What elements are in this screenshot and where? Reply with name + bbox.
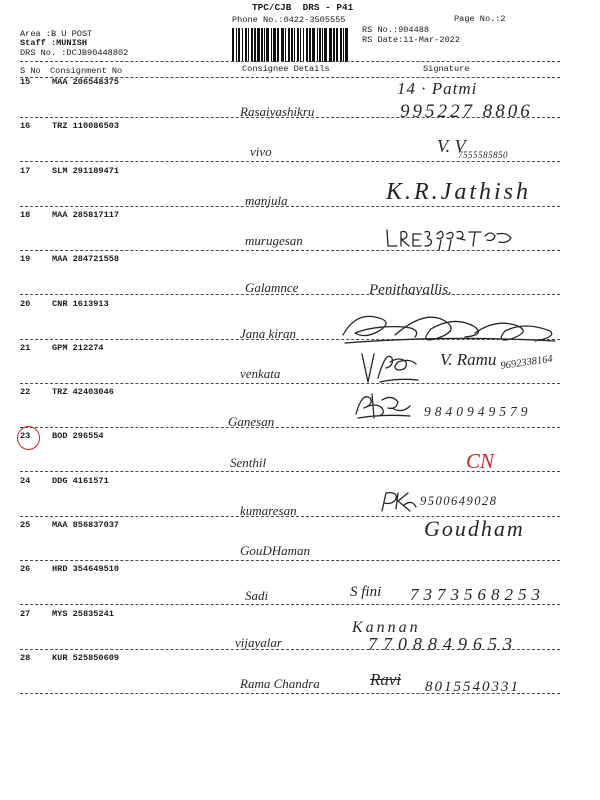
table-row: [0, 431, 600, 475]
signature-phone: 7373568253: [410, 585, 545, 604]
barcode-bar: [319, 28, 321, 62]
staff-label: Staff :MUNISH: [20, 38, 88, 48]
barcode-bar: [236, 28, 237, 62]
signature-stroke: [382, 493, 416, 511]
header-divider: [20, 61, 560, 62]
table-row: [0, 254, 600, 298]
consignment-number: TRZ 110086503: [52, 121, 120, 132]
signature-text: 14 · Patmi: [397, 79, 478, 98]
row-serial-number: 15: [20, 77, 31, 87]
row-serial-number: 27: [20, 608, 31, 619]
row-divider: [20, 294, 560, 295]
signature-mark: CN: [466, 449, 495, 473]
barcode-bar: [261, 28, 263, 62]
barcode-bar: [285, 28, 286, 62]
consignment-number: MYS 25835241: [52, 608, 114, 619]
barcode-bar: [300, 28, 301, 62]
signature-phone: 9500649028: [420, 494, 498, 508]
column-header-consignee: Consignee Details: [242, 64, 330, 74]
barcode-bar: [343, 28, 344, 62]
row-serial-number: 24: [20, 475, 31, 486]
consignee-name: Sadi: [245, 588, 269, 604]
barcode-bar: [266, 28, 269, 62]
barcode-bar: [309, 28, 311, 62]
signature-text: Kannan: [352, 619, 421, 636]
red-circle-mark: [17, 426, 40, 450]
barcode-bar: [273, 28, 276, 62]
table-row: [0, 121, 600, 165]
barcode-bar: [254, 28, 256, 62]
row-divider: [20, 427, 560, 428]
barcode-bar: [329, 28, 332, 62]
barcode-bar: [281, 28, 284, 62]
barcode-bar: [294, 28, 295, 62]
signature-text: V. Ramu: [440, 350, 497, 369]
consignee-name: vivo: [250, 144, 272, 160]
signature-phone: 995227 8806: [400, 101, 533, 122]
row-divider: [20, 161, 560, 162]
drs-number: DRS No. :DCJB90448802: [20, 48, 129, 58]
row-divider: [20, 560, 560, 561]
row-serial-number: 28: [20, 652, 31, 663]
barcode-bar: [232, 28, 234, 62]
consignee-name: Rasaiyashikru: [240, 104, 315, 119]
consignee-name: GouDHaman: [240, 543, 311, 558]
barcode: [232, 28, 352, 62]
phone-number: Phone No.:0422-3505555: [232, 15, 346, 25]
row-serial-number: 26: [20, 564, 31, 575]
row-divider: [20, 383, 560, 384]
signature-text: S fini: [350, 584, 382, 600]
barcode-bar: [242, 28, 243, 62]
signature-stroke: [387, 230, 511, 250]
barcode-bar: [245, 28, 247, 62]
column-header-signature: Signature: [423, 64, 470, 74]
barcode-bar: [345, 28, 348, 62]
row-serial-number: 25: [20, 520, 31, 530]
consignment-number: MAA 206548375: [52, 77, 120, 87]
barcode-bar: [251, 28, 253, 62]
barcode-bar: [333, 28, 335, 62]
consignment-number: GPM 212274: [52, 342, 104, 353]
barcode-bar: [324, 28, 327, 62]
drs-title: TPC/CJB DRS - P41: [252, 2, 354, 13]
consignee-name: Ganesan: [228, 414, 275, 430]
signature-phone: 9840949579: [424, 404, 532, 419]
barcode-bar: [297, 28, 299, 62]
signature-text: Penithavallis.: [369, 282, 452, 298]
row-serial-number: 16: [20, 121, 31, 132]
consignment-number: TRZ 42403046: [52, 387, 114, 398]
signature-scribble: [378, 489, 420, 515]
consignment-number: MAA 856837037: [52, 520, 120, 530]
row-serial-number: 21: [20, 342, 31, 353]
barcode-bar: [291, 28, 293, 62]
consignee-name: venkata: [240, 365, 281, 381]
consignee-name: Galamnce: [245, 280, 299, 296]
consignment-number: MAA 285817117: [52, 209, 120, 220]
signature-scribble: [335, 305, 560, 350]
barcode-bar: [257, 28, 260, 62]
consignee-name: kumaresan: [240, 502, 297, 518]
column-header-consignment: Consignment No: [50, 66, 123, 76]
table-row: [0, 476, 600, 520]
rs-date: RS Date:11-Mar-2022: [362, 35, 460, 45]
area-label: Area :B U POST: [20, 29, 93, 39]
barcode-bar: [322, 28, 323, 62]
barcode-bar: [238, 28, 240, 62]
barcode-bar: [248, 28, 249, 62]
consignee-name: vijayalar: [235, 634, 282, 650]
barcode-bar: [317, 28, 318, 62]
row-serial-number: 23: [20, 431, 31, 442]
consignment-number: HRD 354649510: [52, 564, 120, 575]
consignment-number: MAA 284721558: [52, 254, 120, 265]
signature-scribble: [358, 348, 420, 386]
row-divider: [20, 206, 560, 207]
row-serial-number: 17: [20, 165, 31, 176]
consignee-name: manjula: [245, 192, 288, 208]
rs-number: RS No.:904488: [362, 25, 430, 35]
signature-text: V. V: [437, 136, 466, 156]
signature-stroke: [356, 394, 410, 418]
row-serial-number: 19: [20, 254, 31, 265]
barcode-bar: [271, 28, 272, 62]
barcode-bar: [264, 28, 265, 62]
consignment-number: BOD 296554: [52, 431, 104, 442]
row-serial-number: 22: [20, 387, 31, 398]
consignee-name: Rama Chandra: [240, 675, 320, 691]
signature-text: Ravi: [370, 670, 402, 689]
barcode-bar: [277, 28, 279, 62]
consignee-name: Senthil: [230, 455, 267, 471]
consignment-number: SLM 291189471: [52, 165, 120, 176]
signature-phone: 7555585850: [458, 150, 508, 160]
signature-phone: 9692338164: [499, 353, 554, 372]
signature-text: K.R.Jathish: [386, 179, 531, 205]
barcode-bar: [306, 28, 308, 62]
barcode-bar: [340, 28, 342, 62]
page-number: Page No.:2: [454, 14, 506, 24]
barcode-bar: [336, 28, 338, 62]
signature-scribble: [352, 388, 414, 420]
consignee-name: Jana kiran: [240, 325, 296, 341]
barcode-bar: [288, 28, 290, 62]
signature-stroke: [362, 354, 418, 382]
consignee-name: murugesan: [245, 232, 303, 248]
signature-stroke: [343, 316, 555, 343]
signature-text: Goudham: [424, 516, 525, 541]
consignment-number: KUR 525850609: [52, 652, 120, 663]
signature-phone: 7708849653: [368, 634, 518, 654]
consignment-number: CNR 1613913: [52, 298, 109, 309]
signature-scribble: [385, 226, 515, 252]
row-serial-number: 18: [20, 209, 31, 220]
signature-phone: 8015540331: [425, 679, 520, 695]
barcode-bar: [312, 28, 315, 62]
consignment-number: DDG 4161571: [52, 475, 109, 486]
barcode-bar: [303, 28, 304, 62]
row-divider: [20, 604, 560, 605]
column-header-sno: S No: [20, 66, 41, 76]
row-serial-number: 20: [20, 298, 31, 309]
